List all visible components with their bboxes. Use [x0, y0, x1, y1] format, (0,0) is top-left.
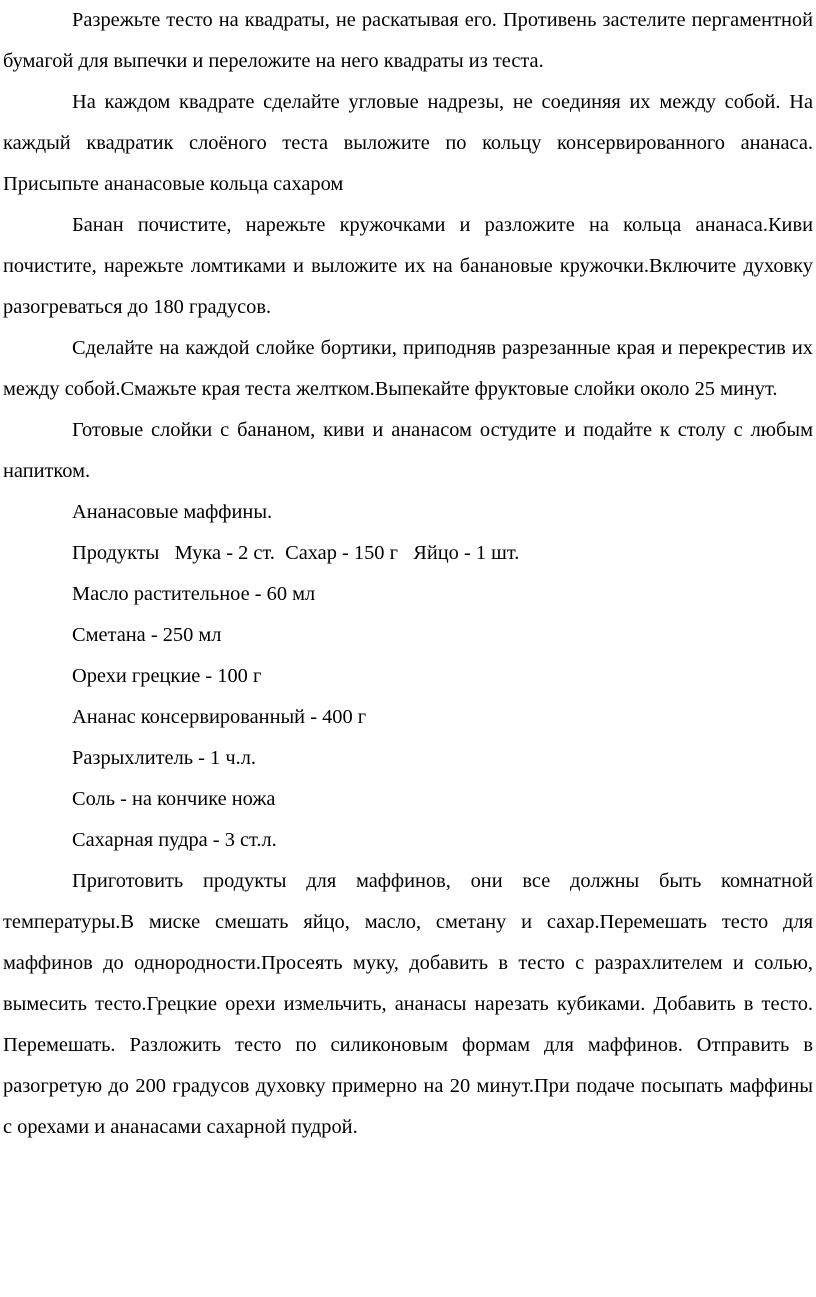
- ingredient-line: Разрыхлитель - 1 ч.л.: [72, 747, 256, 769]
- ingredient-line: Продукты Мука - 2 ст. Сахар - 150 г Яйцо - 1 шт.: [72, 542, 520, 564]
- paragraph-banana-kiwi: Банан почистите, нарежьте кружочками и разложите на кольца ананаса.Киви почистите, нарежьте ломтиками и выложите их на банановые кружочки.Включите духовку разогреваться до 180 градусов.: [3, 214, 813, 318]
- ingredient-line: Орехи грецкие - 100 г: [72, 665, 262, 687]
- ingredient-line: Соль - на кончике ножа: [72, 788, 276, 810]
- paragraph-serve: Готовые слойки с бананом, киви и ананасом остудите и подайте к столу с любым напитком.: [3, 419, 813, 482]
- paragraph-bake-puffs: Сделайте на каждой слойке бортики, приподняв разрезанные края и перекрестив их между собой.Смажьте края теста желтком.Выпекайте фруктовые слойки около 25 минут.: [3, 337, 813, 400]
- ingredient-line: Сметана - 250 мл: [72, 624, 222, 646]
- ingredient-line: Сахарная пудра - 3 ст.л.: [72, 829, 277, 851]
- paragraph-corner-cuts: На каждом квадрате сделайте угловые надрезы, не соединяя их между собой. На каждый квадратик слоёного теста выложите по кольцу консервированного ананаса. Присыпьте ананасовые кольца сахаром: [3, 91, 813, 195]
- recipe-title: Ананасовые маффины.: [72, 501, 273, 523]
- paragraph-muffin-instructions: Приготовить продукты для маффинов, они все должны быть комнатной температуры.В миске смешать яйцо, масло, сметану и сахар.Перемешать тесто для маффинов до однородности.Просеять муку, добавить в тесто с разрахлителем и солью, вымесить тесто.Грецкие орехи измельчить, ананасы нарезать кубиками. Добавить в тесто. Перемешать. Разложить тесто по силиконовым формам для маффинов. Отправить в разогретую до 200 градусов духовку примерно на 20 минут.При подаче посыпать маффины с орехами и ананасами сахарной пудрой.: [3, 870, 813, 1138]
- document-body: [3, 0, 813, 1148]
- ingredient-line: Масло растительное - 60 мл: [72, 583, 316, 605]
- ingredient-line: Ананас консервированный - 400 г: [72, 706, 367, 728]
- paragraph-cut-dough: Разрежьте тесто на квадраты, не раскатывая его. Противень застелите пергаментной бумагой для выпечки и переложите на него квадраты из теста.: [3, 9, 813, 72]
